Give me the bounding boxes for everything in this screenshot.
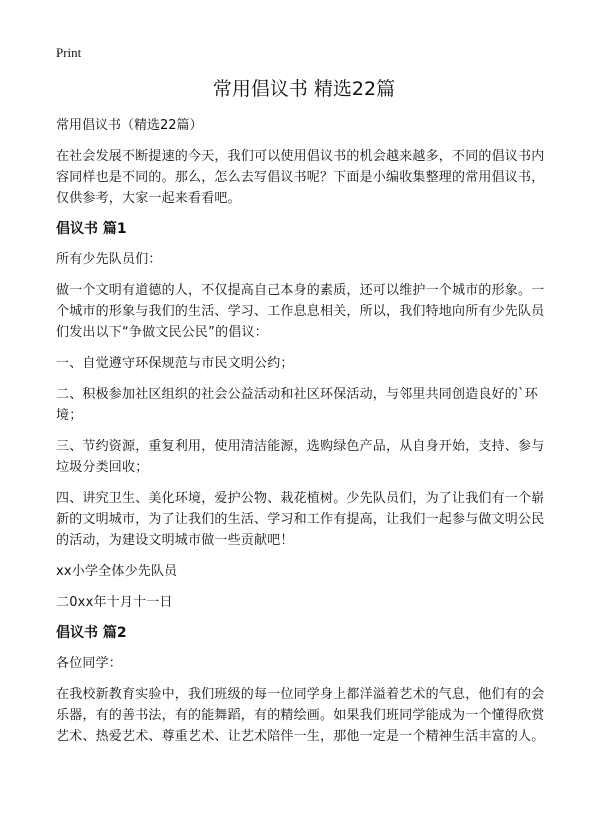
section-heading-2: 倡议书 篇2 xyxy=(56,625,127,641)
paragraph: 做一个文明有道德的人，不仅提高自己本身的素质，还可以维护一个城市的形象。一个城市的形象与我们的生活、学习、工作息息相关，所以，我们特地向所有少先队员们发出以下“争做文民公民”的倡议： xyxy=(56,283,545,340)
paragraph: 所有少先队员们： xyxy=(56,252,162,267)
signature-line: xx小学全体少先队员 xyxy=(56,564,178,579)
paragraph: 二、积极参加社区组织的社会公益活动和社区环保活动，与邻里共同创造良好的`环境； xyxy=(56,387,538,423)
paragraph: 四、讲究卫生、美化环境，爱护公物、栽花植树。少先队员们，为了让我们有一个崭新的文明城市，为了让我们的生活、学习和工作有提高，让我们一起参与做文明公民的活动，为建设文明城市做一些贡献吧！ xyxy=(56,491,545,548)
print-link[interactable]: Print xyxy=(56,45,82,60)
paragraph: 在我校新教育实验中，我们班级的每一位同学身上都洋溢着艺术的气息，他们有的会乐器，有的善书法，有的能舞蹈，有的精绘画。如果我们班同学能成为一个懂得欣赏艺术、热爱艺术、尊重艺术、让艺术陪伴一生，那他一定是一个精神生活丰富的人。 xyxy=(56,687,545,744)
paragraph: 三、节约资源，重复利用，使用清洁能源，选购绿色产品，从自身开始，支持、参与垃圾分类回收； xyxy=(56,439,545,475)
document-title: 常用倡议书 精选22篇 xyxy=(212,78,396,100)
date-line: 二0xx年十月十一日 xyxy=(56,595,173,610)
intro-paragraph: 在社会发展不断提速的今天，我们可以使用倡议书的机会越来越多，不同的倡议书内容同样也是不同的。那么，怎么去写倡议书呢？下面是小编收集整理的常用倡议书，仅供参考，大家一起来看看吧。 xyxy=(56,149,545,206)
document-subtitle: 常用倡议书（精选22篇） xyxy=(56,118,203,133)
paragraph: 一、自觉遵守环保规范与市民文明公约； xyxy=(56,356,294,371)
document-page xyxy=(56,44,552,757)
section-heading-1: 倡议书 篇1 xyxy=(56,221,127,237)
paragraph: 各位同学： xyxy=(56,656,123,671)
